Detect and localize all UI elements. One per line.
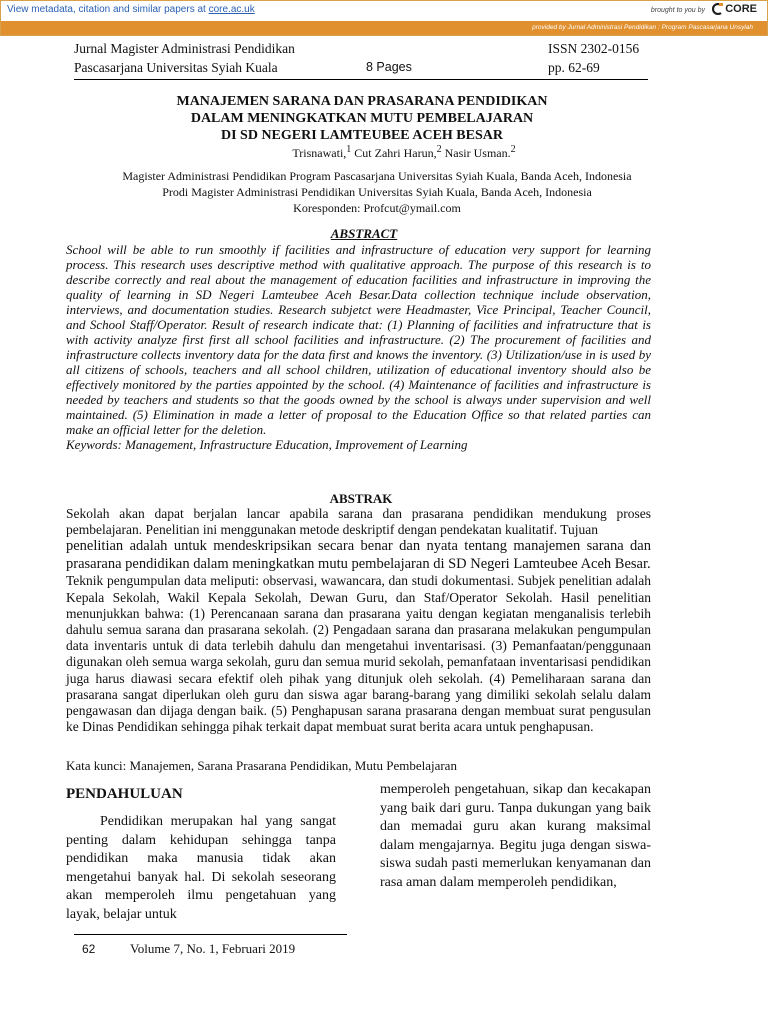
core-metadata-line: [7, 4, 255, 15]
core-banner: [0, 0, 768, 36]
provided-by-strip: [1, 21, 767, 35]
abstrak-part-1: Sekolah akan dapat berjalan lancar apabila sarana dan prasarana pendidikan mendukung proses pembelajaran. Penelitian ini menggunakan metode deskriptif dengan pendekatan kualitatif. Tujuan: [66, 506, 651, 538]
author-2-affiliation: 2: [436, 144, 442, 155]
abstrak-heading: ABSTRAK: [329, 491, 393, 506]
brought-to-you-text: brought to you by: [650, 7, 705, 14]
author-1-affiliation: 1: [346, 144, 352, 155]
author-list: [0, 144, 768, 161]
abstrak-indonesian: [66, 506, 651, 735]
author-3: Nasir Usman.: [441, 146, 511, 160]
affiliation-1: Magister Administrasi Pendidikan Program Pascasarjana Universitas Syiah Kuala, Banda Aceh, Indonesia: [122, 169, 632, 183]
paper-title: [0, 93, 768, 144]
author-3-affiliation: 2: [510, 144, 516, 155]
affiliations: [0, 168, 768, 216]
title-line-3: DI SD NEGERI LAMTEUBEE ACEH BESAR: [220, 128, 503, 143]
abstract-english-keywords: Keywords: Management, Infrastructure Education, Improvement of Learning: [66, 437, 468, 452]
author-2: Cut Zahri Harun,: [351, 146, 437, 160]
journal-institution: Pascasarjana Universitas Syiah Kuala: [74, 60, 278, 75]
core-logo-label: CORE: [725, 3, 757, 15]
pages-range: pp. 62-69: [548, 60, 600, 75]
body-right-column: [380, 781, 651, 892]
core-logo[interactable]: [712, 3, 757, 15]
abstract-english: [66, 242, 651, 452]
abstract-heading: ABSTRACT: [330, 226, 398, 241]
journal-header: [74, 41, 648, 79]
correspondence: Koresponden: Profcut@ymail.com: [293, 201, 461, 215]
issn: ISSN 2302-0156: [548, 41, 640, 56]
page-footer: [82, 941, 296, 957]
volume-info: Volume 7, No. 1, Februari 2019: [130, 941, 296, 956]
metadata-text: View metadata, citation and similar papers at: [7, 4, 206, 15]
title-line-2: DALAM MENINGKATKAN MUTU PEMBELAJARAN: [190, 111, 534, 126]
right-paragraph: memperoleh pengetahuan, sikap dan kecakapan yang baik dari guru. Tanpa dukungan yang baik dan memadai guru akan kurang maksimal dalam mengajarnya. Begitu juga dengan siswa-siswa sudah pasti memerlukan kenyamanan dan rasa aman dalam memperoleh pendidikan,: [380, 782, 651, 890]
provided-by-text: provided by Jurnal Administrasi Pendidikan : Program Pascasarjana Unsyiah: [532, 24, 753, 31]
title-line-1: MANAJEMEN SARANA DAN PRASARANA PENDIDIKAN: [176, 94, 548, 109]
abstract-english-body: School will be able to run smoothly if facilities and infrastructure of education very support for learning process. This research uses descriptive method with qualitative approach. The purpose of this research is to describe correctly and real about the management of education facilities and infrastructure in improving the quality of learning in SD Negeri Lamteubee Aceh Besar.Data collection technique include observation, interviews, and documentation studies. Research subjetct were Headmaster, Vice Principal, Teacher Council, and School Staff/Operator. Result of research indicate that: (1) Planning of facilities and infratructure that is with activity analyze first first all school facilities and infrastructure. (2) The procurement of facilities and infrastructure collects inventory data for the data first and knows the inventory. (3) Utilization/use in is used by all citizens of schools, teachers and all school children, utilization of educational inventory should also be effectively monitored by the parties appointed by the school. (4) Maintenance of facilities and infrastructure is needed by teachers and students so that the goods owned by the school is always under supervision and well maintained. (5) Elimination in made a letter of proposal to the Education Office so that related parties can make an official letter for the deletion.: [66, 242, 651, 437]
affiliation-2: Prodi Magister Administrasi Pendidikan Universitas Syiah Kuala, Banda Aceh, Indonesia: [162, 185, 592, 199]
header-divider: [74, 79, 648, 80]
kata-kunci: Kata kunci: Manajemen, Sarana Prasarana Pendidikan, Mutu Pembelajaran: [66, 758, 457, 773]
journal-name: Jurnal Magister Administrasi Pendidikan: [74, 41, 295, 56]
core-logo-icon: [712, 3, 723, 15]
body-left-column: [66, 786, 336, 924]
abstrak-part-3: Teknik pengumpulan data meliputi: observasi, wawancara, dan studi dokumentasi. Subjek penelitian adalah Kepala Sekolah, Wakil Kepala Sekolah, Dewan Guru, dan Staf/Operator Sekolah. Hasil penelitian menunjukkan bahwa: (1) Perencanaan sarana dan prasarana yaitu dengan kegiatan menganalisis terlebih dahulu semua sarana dan prasarana sekolah. (2) Pengadaan sarana dan prasarana melakukan pengumpulan data inventaris untuk di data terlebih dahulu dan mengetahui inventarisasi. (3) Pemanfaatan/penggunaan digunakan oleh semua warga sekolah, guru dan semua murid sekolah, pemanfataan inventarisasi pendidikan juga harus diawasi secara efektif oleh pihak yang ditunjuk oleh sekolah. (4) Pemeliharaan sarana dan prasarana sangat diperlukan oleh guru dan siswa agar barang-barang yang dimiliki sekolah selalu dalam pengawasan dan dijaga dengan baik. (5) Penghapusan sarana prasarana dengan membuat surat pengusulan ke Dinas Pendidikan sehingga pihak terkait dapat membuat surat berita acara untuk penghapusan.: [66, 573, 651, 735]
footer-divider: [74, 934, 347, 935]
left-paragraph: Pendidikan merupakan hal yang sangat penting dalam kehidupan sehingga tanpa pendidikan maka manusia tidak akan mengetahui banyak hal. Di sekolah seseorang akan memperoleh ilmu pengetahuan yang layak, belajar untuk: [66, 814, 336, 922]
page-number: 62: [82, 942, 96, 956]
author-1: Trisnawati,: [292, 146, 347, 160]
section-heading: PENDAHULUAN: [66, 786, 183, 802]
pages-count: 8 Pages: [366, 60, 412, 74]
core-link[interactable]: core.ac.uk: [208, 4, 255, 15]
abstrak-part-2: penelitian adalah untuk mendeskripsikan secara benar dan nyata tentang manajemen sarana dan prasarana pendidikan dalam meningkatkan mutu pembelajaran di SD Negeri Lamteubee Aceh Besar.: [66, 538, 651, 572]
